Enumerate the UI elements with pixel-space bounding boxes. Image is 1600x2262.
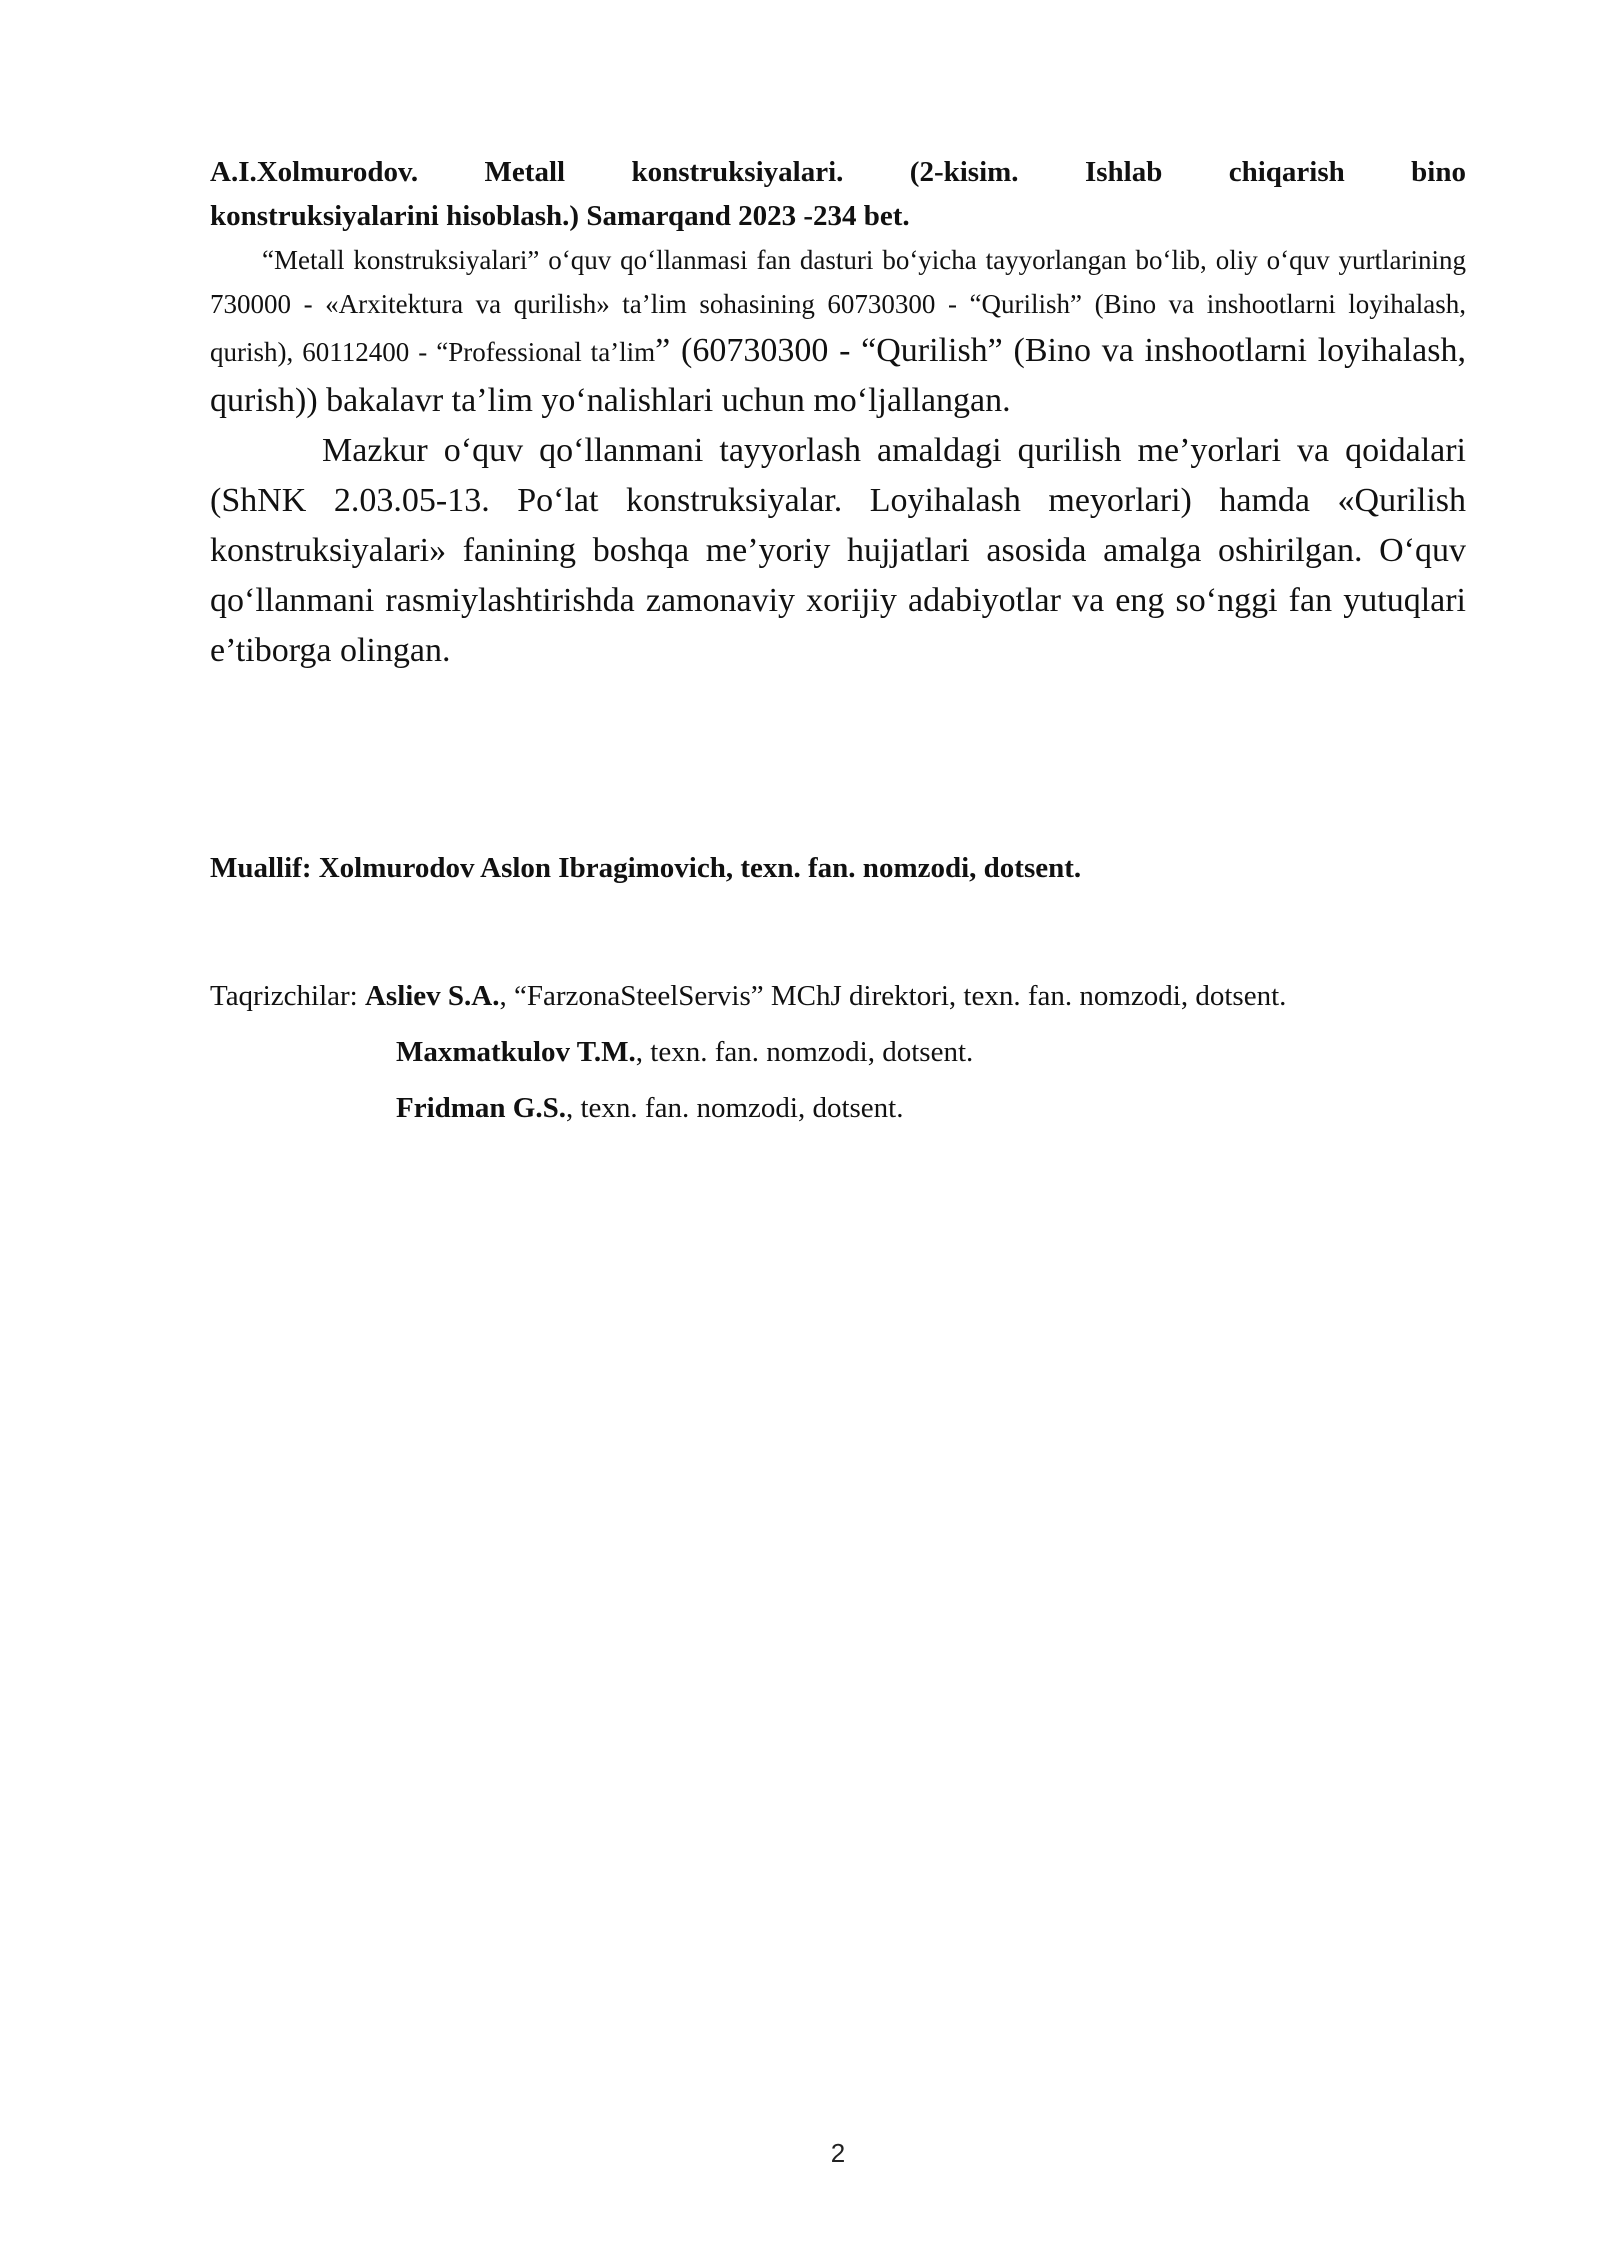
reviewer-name: Fridman G.S. [396,1092,566,1124]
reviewer-name: Asliev S.A. [364,980,500,1012]
bibliographic-reference [210,150,1466,238]
reviewer-name: Maxmatkulov T.M. [396,1036,636,1068]
reviewer-details: , “FarzonaSteelServis” MChJ direktori, texn. fan. nomzodi, dotsent. [499,980,1287,1012]
author-line: Muallif: Xolmurodov Aslon Ibragimovich, texn. fan. nomzodi, dotsent. [210,852,1082,884]
reviewer-details: , texn. fan. nomzodi, dotsent. [635,1036,974,1068]
intro-text-large: ” (60730300 - “Qurilish” (Bino va inshootlarni loyihalash, qurish)) bakalavr ta’lim yo‘nalishlari uchun mo‘ljallangan. [210,332,1466,419]
reviewers-block [210,968,1286,1136]
intro-paragraph [210,238,1466,426]
preparation-paragraph: Mazkur o‘quv qo‘llanmani tayyorlash amaldagi qurilish me’yorlari va qoidalari (ShNK 2.03.05-13. Po‘lat konstruksiyalar. Loyihalash meyorlari) hamda «Qurilish konstruksiyalari» fanining boshqa me’yoriy hujjatlari asosida amalga oshirilgan. O‘quv qo‘llanmani rasmiylashtirishda zamonaviy xorijiy adabiyotlar va eng so‘nggi fan yutuqlari e’tiborga olingan. [210,432,1466,669]
reviewer-row [210,1080,1286,1136]
reviewer-row [210,1024,1286,1080]
reviewer-row [210,968,1286,1024]
page-number: 2 [830,2138,846,2168]
document-body [210,150,1466,676]
reviewer-details: , texn. fan. nomzodi, dotsent. [566,1092,904,1124]
bibliographic-line-1: A.I.Xolmurodov. Metall konstruksiyalari. (2-kisim. Ishlab chiqarish bino [210,156,1466,188]
bibliographic-line-2: konstruksiyalarini hisoblash.) Samarqand 2023 -234 bet. [210,200,910,232]
intro-text-small: “Metall konstruksiyalari” o‘quv qo‘llanmasi fan dasturi bo‘yicha tayyorlangan bo‘lib, oliy o‘quv yurtlarining 730000 - «Arxitektura va qurilish» ta’lim sohasining 60730300 - “Qurilish” (Bino va inshootlarni loyihalash, qurish), 60112400 - “Professional ta’lim [210,245,1466,367]
reviewers-label: Taqrizchilar: [210,980,358,1012]
